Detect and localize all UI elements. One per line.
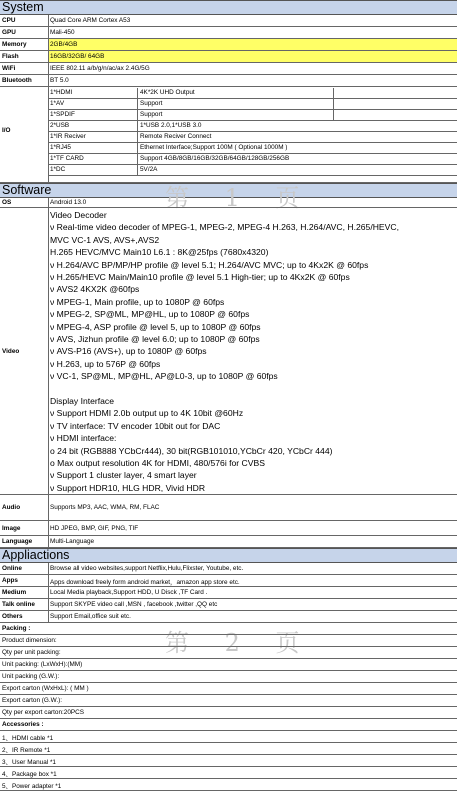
packing-item: Packing :: [2, 625, 31, 632]
application-row: [0, 599, 457, 611]
io-detail: Remote Reciver Connect: [140, 133, 212, 140]
application-label: Apps: [2, 577, 18, 584]
accessories-item: 2、IR Remote *1: [2, 747, 51, 754]
io-port: 1*IR Reciver: [50, 133, 86, 140]
application-label: Talk online: [2, 601, 35, 608]
image-value: HD JPEG, BMP, GIF, PNG, TIF: [50, 525, 139, 532]
divider: [48, 599, 49, 610]
io-detail: Support 4GB/8GB/16GB/32GB/64GB/128GB/256GB: [140, 155, 290, 162]
io-block: [0, 87, 457, 183]
packing-item: Export carton (G.W.):: [2, 697, 63, 704]
system-label: CPU: [2, 17, 16, 24]
divider: [48, 611, 49, 622]
os-row: [0, 198, 457, 208]
divider: [48, 27, 49, 38]
accessories-row: [0, 743, 457, 755]
system-value: BT 5.0: [50, 77, 69, 84]
system-label: WiFi: [2, 65, 16, 72]
io-row: [48, 110, 457, 121]
application-label: Medium: [2, 589, 27, 596]
io-row: [48, 88, 457, 99]
system-row: [0, 63, 457, 75]
packing-item: Qty per export carton:20PCS: [2, 709, 85, 716]
watermark-page-1: 第 1 页: [165, 184, 314, 212]
io-row: [48, 99, 457, 110]
application-value: Browse all video websites,support Netflix,Hulu,Flixster, Youtube, etc.: [50, 565, 244, 572]
io-port: 1*SPDIF: [50, 111, 75, 118]
system-label: Flash: [2, 53, 19, 60]
divider: [48, 495, 49, 520]
io-port: 1*AV: [50, 100, 65, 107]
video-spec-line: ν H.263, up to 576P @ 60fps: [50, 358, 161, 369]
packing-row: [0, 707, 457, 719]
divider: [48, 39, 49, 50]
system-value: Quad Core ARM Cortex A53: [50, 17, 131, 24]
divider: [48, 63, 49, 74]
divider: [48, 536, 49, 547]
application-value: Support Email,office suit etc.: [50, 613, 131, 620]
packing-item: Unit packing (G.W.):: [2, 673, 60, 680]
packing-item: Export carton (WxHxL): ( MM ): [2, 685, 89, 692]
video-spec-line: ν AVS, Jizhun profile @ level 6.0; up to 1080P @ 60fps: [50, 334, 260, 344]
io-detail: Support: [140, 111, 163, 118]
divider: [137, 110, 138, 120]
image-row: [0, 521, 457, 536]
packing-item: Unit packing: (LxWxH):(MM): [2, 661, 83, 668]
io-detail: 4K*2K UHD Output: [140, 89, 195, 96]
packing-row: [0, 695, 457, 707]
packing-row: [0, 659, 457, 671]
video-spec-line: ν MPEG-2, SP@ML, MP@HL, up to 1080P @ 60fps: [50, 309, 250, 320]
packing-item: Product dimension:: [2, 637, 57, 644]
video-spec-line: ν AVS-P16 (AVS+), up to 1080P @ 60fps: [50, 346, 207, 357]
application-label: Online: [2, 565, 22, 572]
io-row: [48, 165, 457, 176]
application-row: [0, 611, 457, 623]
accessories-row: [0, 767, 457, 779]
packing-row: [0, 647, 457, 659]
divider: [48, 208, 49, 494]
application-label: Others: [2, 613, 23, 620]
video-label: Video: [2, 348, 20, 355]
watermark-page-2: 第 2 页: [165, 629, 314, 657]
divider: [48, 575, 49, 586]
io-port: 2*USB: [50, 122, 70, 129]
highlight: [48, 51, 457, 62]
video-row: [0, 208, 457, 495]
audio-label: Audio: [2, 504, 21, 511]
io-detail: 5V/2A: [140, 166, 158, 173]
language-value: Multi-Language: [50, 538, 95, 545]
video-spec-line: ν HDMI interface:: [50, 433, 117, 444]
io-detail: Support: [140, 100, 163, 107]
audio-value: Supports MP3, AAC, WMA, RM, FLAC: [50, 504, 160, 511]
video-spec-line: ο 24 bit (RGB888 YCbCr444), 30 bit(RGB101010,YCbCr 420, YCbCr 444): [50, 445, 333, 456]
accessories-item: 1、HDMI cable *1: [2, 735, 54, 742]
divider: [137, 132, 138, 142]
divider: [137, 154, 138, 164]
accessories-row: [0, 719, 457, 731]
divider: [48, 198, 49, 207]
divider: [48, 15, 49, 26]
system-label: Bluetooth: [2, 77, 32, 84]
io-port: 1*HDMI: [50, 89, 73, 96]
divider: [137, 121, 138, 131]
video-spec-line: H.265 HEVC/MVC Main10 L6.1 : 8K@25fps (7680x4320): [50, 247, 269, 258]
io-row: [48, 132, 457, 143]
audio-row: [0, 495, 457, 521]
video-spec-line: ν H.264/AVC BP/MP/HP profile @ level 5.1; H.264/AVC MVC; up to 4Kx2K @ 60fps: [50, 259, 369, 270]
video-spec-line: ν AVS2 4KX2K @60fps: [50, 284, 140, 295]
divider: [48, 51, 49, 62]
application-value: Support SKYPE video call ,MSN , facebook ,twitter ,QQ etc: [50, 601, 218, 608]
application-row: [0, 575, 457, 587]
io-port: 1*RJ45: [50, 144, 71, 151]
system-value: 16GB/32GB/ 64GB: [50, 53, 105, 60]
image-label: Image: [2, 525, 21, 532]
os-label: OS: [2, 199, 12, 206]
divider: [137, 143, 138, 153]
application-value: Apps download freely form android market，amazon app store etc.: [50, 579, 240, 586]
io-row: [48, 154, 457, 165]
io-port: 1*DC: [50, 166, 66, 173]
system-label: Memory: [2, 41, 27, 48]
video-spec-line: ν MPEG-4, ASP profile @ level 5, up to 1080P @ 60fps: [50, 321, 261, 332]
divider: [137, 88, 138, 98]
system-row: [0, 39, 457, 51]
video-spec-line: ο Max output resolution 4K for HDMI, 480/576i for CVBS: [50, 458, 265, 468]
application-row: [0, 563, 457, 575]
accessories-row: [0, 755, 457, 767]
section-header-software: Software: [0, 183, 457, 198]
video-spec-line: ν Support 1 cluster layer, 4 smart layer: [50, 470, 197, 481]
divider: [48, 563, 49, 574]
packing-row: [0, 635, 457, 647]
os-value: Android 13.0: [50, 199, 87, 206]
system-value: IEEE 802.11 a/b/g/n/ac/ax 2.4G/5G: [50, 65, 150, 72]
video-spec-line: ν MPEG-1, Main profile, up to 1080P @ 60fps: [50, 296, 225, 307]
video-spec-line: ν Real-time video decoder of MPEG-1, MPEG-2, MPEG-4 H.263, H.264/AVC, H.265/HEVC,: [50, 222, 399, 233]
video-spec-line: ν VC-1, SP@ML, MP@HL, AP@L0-3, up to 1080P @ 60fps: [50, 371, 278, 382]
divider: [137, 165, 138, 175]
system-row: [0, 27, 457, 39]
system-row: [0, 15, 457, 27]
divider: [137, 99, 138, 109]
video-spec-line: ν Support HDR10, HLG HDR, Vivid HDR: [50, 482, 206, 493]
video-spec-line: ν H.265/HEVC Main/Main10 profile @ level 5.1 High-tier; up to 4Kx2K @ 60fps: [50, 272, 350, 282]
application-value: Local Media playback,Support HDD, U Disck ,TF Card .: [50, 589, 208, 596]
io-port: 1*TF CARD: [50, 155, 84, 162]
divider: [48, 587, 49, 598]
system-label: GPU: [2, 29, 16, 36]
accessories-item: Accessories :: [2, 721, 44, 728]
video-spec-line: Display Interface: [50, 396, 115, 406]
system-row: [0, 51, 457, 63]
section-header-system: System: [0, 0, 457, 15]
io-detail: Ethernet Interface;Support 100M ( Optional 1000M ): [140, 144, 288, 151]
accessories-item: 3、User Manual *1: [2, 759, 56, 766]
system-value: Mali-450: [50, 29, 75, 36]
system-value: 2GB/4GB: [50, 41, 78, 48]
accessories-row: [0, 779, 457, 791]
application-row: [0, 587, 457, 599]
divider: [48, 75, 49, 86]
io-row: [48, 121, 457, 132]
accessories-item: 5、Power adapter *1: [2, 783, 62, 790]
divider: [333, 88, 334, 98]
accessories-item: 4、Package box *1: [2, 771, 57, 778]
language-label: Language: [2, 538, 33, 545]
packing-row: [0, 623, 457, 635]
packing-row: [0, 671, 457, 683]
divider: [48, 521, 49, 535]
highlight: [48, 39, 457, 50]
divider: [333, 99, 334, 109]
video-spec-line: MVC VC-1 AVS, AVS+,AVS2: [50, 234, 160, 245]
video-spec-line: ν TV interface: TV encoder 10bit out for DAC: [50, 420, 221, 431]
packing-item: Qty per unit packing:: [2, 649, 61, 656]
video-spec-line: ν Support HDMI 2.0b output up to 4K 10bit @60Hz: [50, 408, 244, 419]
language-row: [0, 536, 457, 548]
io-label: I/O: [2, 127, 11, 134]
accessories-row: [0, 731, 457, 743]
system-row: [0, 75, 457, 87]
divider: [333, 110, 334, 120]
io-detail: 1*USB 2.0,1*USB 3.0: [140, 122, 202, 129]
io-row: [48, 143, 457, 154]
section-header-applications: Appliactions: [0, 548, 457, 563]
packing-row: [0, 683, 457, 695]
video-spec-line: Video Decoder: [50, 210, 107, 220]
